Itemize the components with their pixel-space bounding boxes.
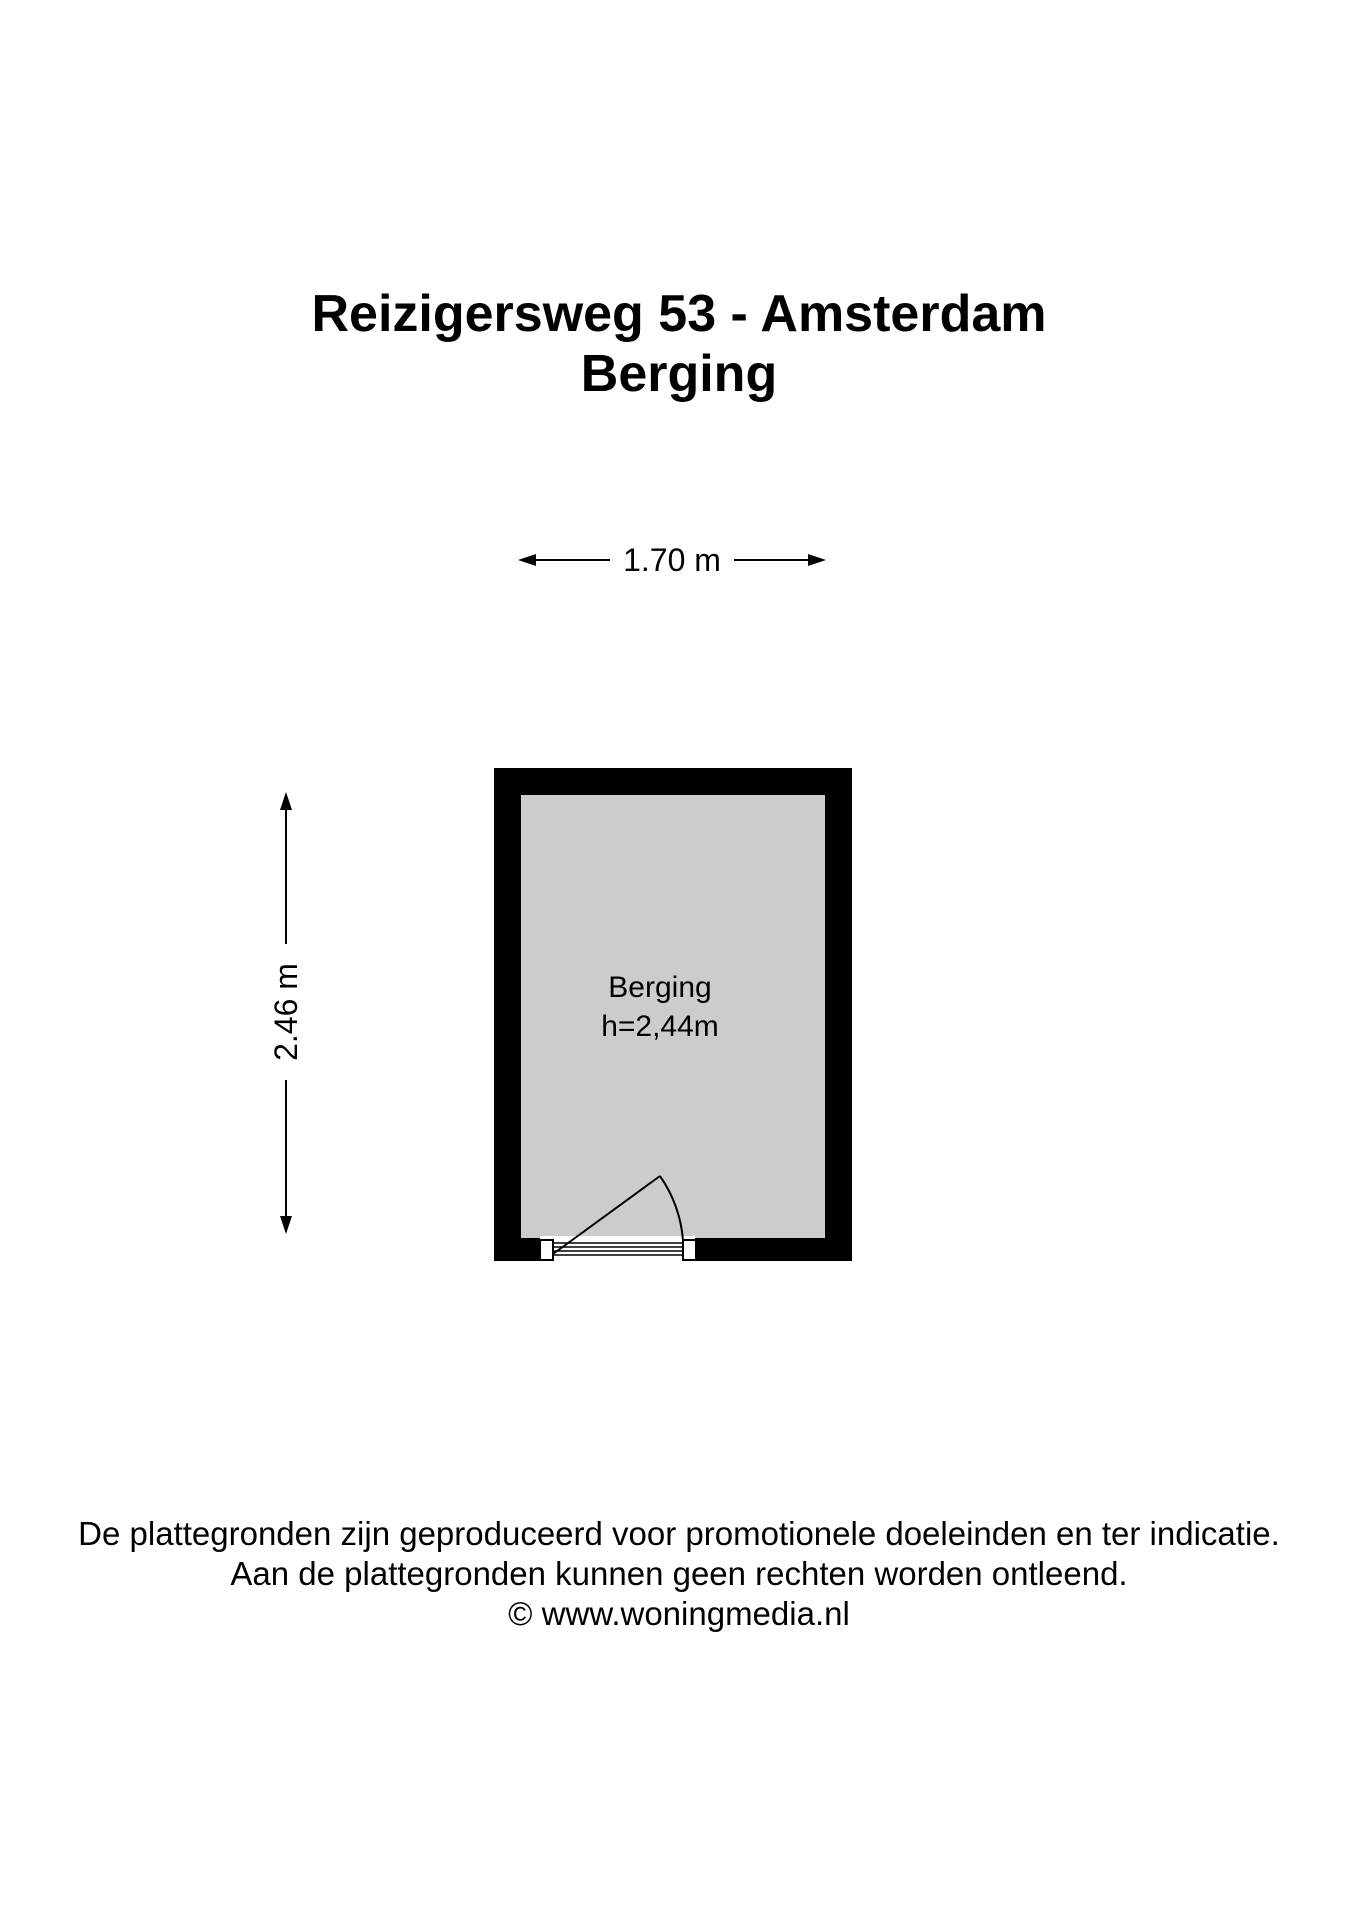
room-height: h=2,44m [601,1010,719,1043]
height-label: 2.46 m [268,963,304,1061]
plan-title: Reizigersweg 53 - Amsterdam [311,285,1047,343]
plan-subtitle: Berging [580,345,778,403]
height-dimension [268,792,304,1234]
arrow-left-icon [518,554,536,566]
disclaimer-line-1: De plattegronden zijn geproduceerd voor promotionele doeleinden en ter indicatie. [78,1515,1280,1552]
arrow-right-icon [808,554,826,566]
disclaimer-line-2: Aan de plattegronden kunnen geen rechten worden ontleend. [230,1555,1128,1592]
arrow-up-icon [280,792,292,810]
door-opening [540,1236,695,1262]
arrow-down-icon [280,1216,292,1234]
width-label: 1.70 m [623,542,721,578]
copyright-line: © www.woningmedia.nl [508,1595,850,1632]
room-name: Berging [608,971,712,1004]
width-dimension [518,542,826,578]
